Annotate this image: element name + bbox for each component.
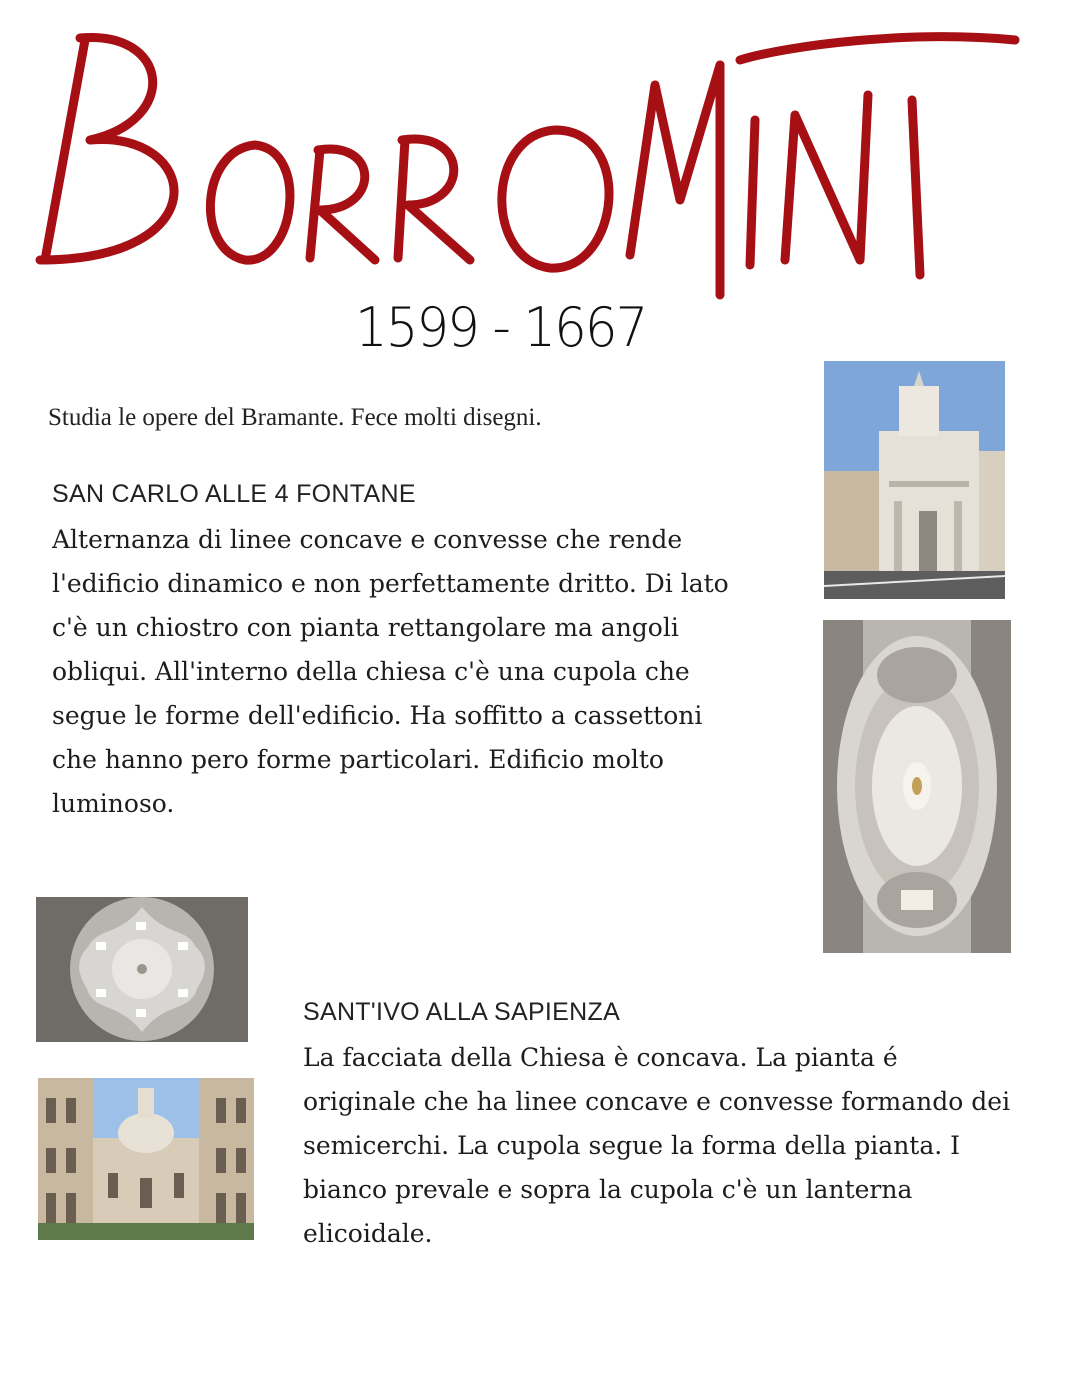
section-body-sant-ivo: La facciata della Chiesa è concava. La pianta é originale che ha linee concave e convesse formando dei semicerchi. La cupola segue la forma della pianta. I bianco prevale e sopra la cupola c'è un lanterna elicoidale. (303, 1043, 1011, 1248)
life-dates: 1599 - 1667 (355, 296, 647, 359)
title-text (70, 50, 970, 290)
section-heading-sant-ivo: SANT'IVO ALLA SAPIENZA (303, 998, 621, 1026)
san-carlo-facade-photo (824, 361, 1005, 599)
sant-ivo-courtyard-photo (38, 1078, 254, 1240)
intro-text: Studia le opere del Bramante. Fece molti disegni. (48, 404, 542, 431)
handwritten-title (30, 10, 1030, 310)
sant-ivo-dome-photo (36, 897, 248, 1042)
section-body-san-carlo: Alternanza di linee concave e convesse che rende l'edificio dinamico e non perfettamente dritto. Di lato c'è un chiostro con pianta rettangolare ma angoli obliqui. All'interno della chiesa c'è una cupola che segue le forme dell'edificio. Ha soffitto a cassettoni che hanno pero forme particolari. Edificio molto luminoso. (52, 525, 729, 818)
section-heading-san-carlo: SAN CARLO ALLE 4 FONTANE (52, 480, 416, 508)
san-carlo-dome-photo (823, 620, 1011, 953)
